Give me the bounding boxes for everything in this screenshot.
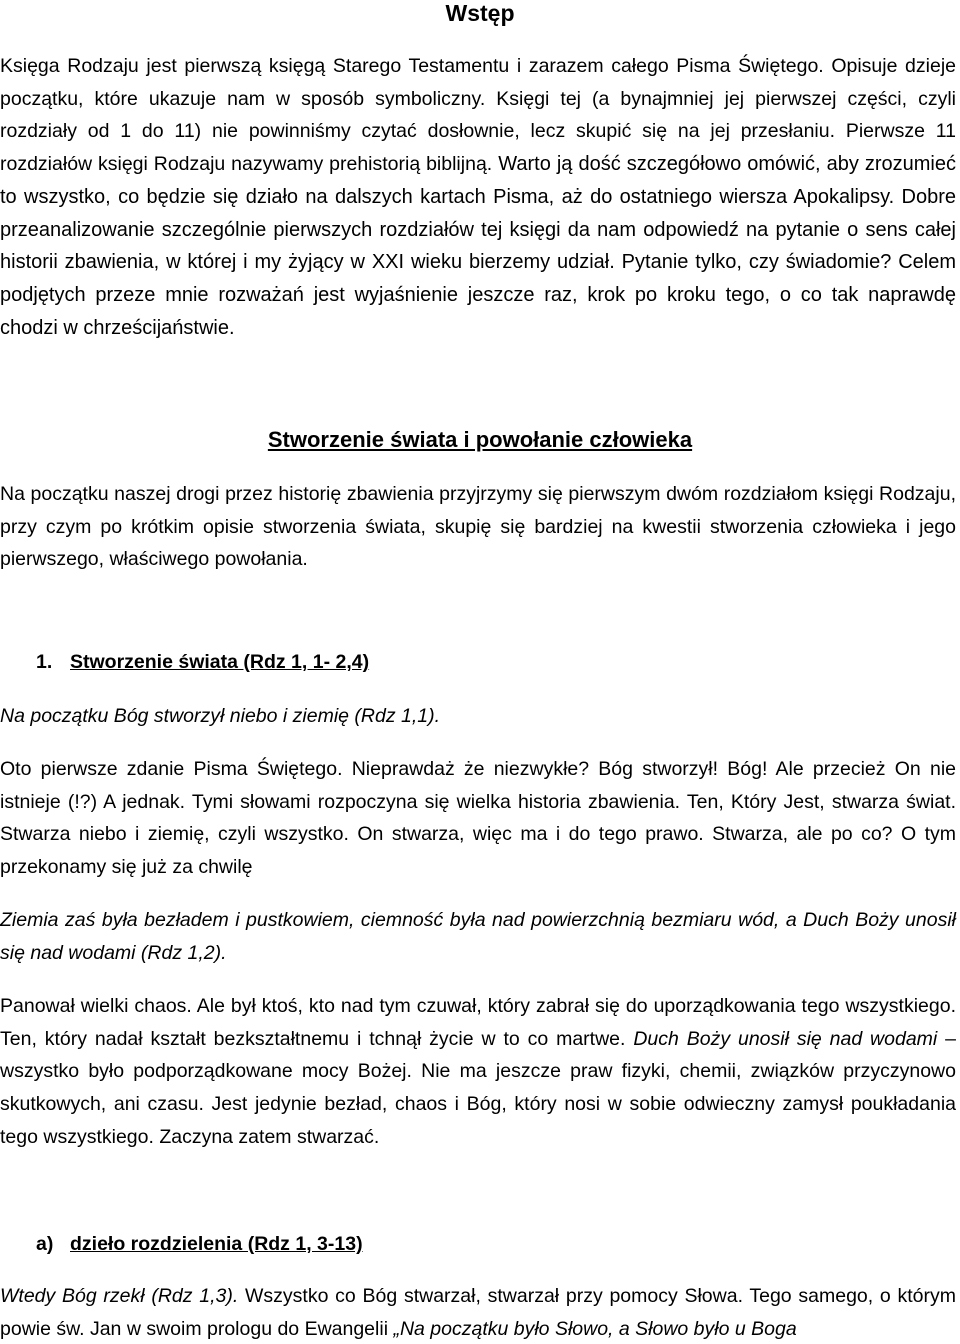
paragraph-stworzenie: Na początku naszej drogi przez historię zbawienia przyjrzymy się pierwszym dwóm rozdziałom księgi Rodzaju, przy czym po krótkim opisie stworzenia świata, skupię się bardziej na kwestii stworzenia człowieka i jego pierwszego, właściwego powołania. bbox=[0, 483, 956, 571]
quote-rdz-1-2: Ziemia zaś była bezładem i pustkowiem, ciemność była nad powierzchnią bezmiaru wód, a Duch Boży unosił się nad wodami (Rdz 1,2). bbox=[0, 909, 956, 964]
section-title: dzieło rozdzielenia (Rdz 1, 3-13) bbox=[70, 1233, 363, 1255]
intro-sentence-group-1: Księga Rodzaju jest pierwszą księgą Starego Testamentu i zarazem całego Pisma Świętego. Opisuje dzieje początku, które ukazuje nam w sposób symboliczny. Księgi tej (a bynajmniej jej pierwszej części, czyli rozdziały od 1 do 11) nie powinniśmy czytać dosłownie, lecz skupić się na jej przesłaniu. Pierwsze 11 rozdziałów księgi Rodzaju nazywamy prehistorią biblijną. bbox=[0, 55, 956, 176]
panowal-text-a: Panował wielki chaos. Ale był ktoś, kto nad tym czuwał, który zabrał się do uporządkowania tego wszystkiego. Ten, który nadał kształt bezkształtnemu i tchnął życie w to co martwe. bbox=[0, 995, 956, 1050]
section-number: 1. bbox=[36, 651, 53, 673]
section-heading-a bbox=[36, 1228, 363, 1261]
panowal-text-c: – wszystko było podporządkowane mocy Bożej. Nie ma jeszcze praw fizyki, chemii, związków przyczynowo skutkowych, ani czasu. Jest jedynie bezład, chaos i Bóg, który nosi w sobie odwieczny zamysł poukładania tego wszystkiego. Zaczyna zatem stwarzać. bbox=[0, 1027, 956, 1148]
paragraph-panowal bbox=[0, 990, 956, 1154]
wtedy-italic-quote: Wtedy Bóg rzekł (Rdz 1,3). bbox=[0, 1285, 239, 1307]
quote-rdz-1-1: Na początku Bóg stworzył niebo i ziemię (Rdz 1,1). bbox=[0, 705, 441, 727]
wtedy-italic-prologue: „Na początku było Słowo, a Słowo było u Boga bbox=[393, 1317, 797, 1340]
panowal-italic: Duch Boży unosił się nad wodami bbox=[633, 1027, 938, 1050]
section-letter: a) bbox=[36, 1233, 54, 1255]
section-heading-1 bbox=[36, 646, 369, 679]
intro-sentence-group-2: Warto ją dość szczegółowo omówić, aby zrozumieć to wszystko, co będzie się działo na dalszych kartach Pisma, aż do ostatniego wiersza Apokalipsy. Dobre przeanalizowanie szczególnie pierwszych rozdziałów tej księgi da nam odpowiedź na pytanie o sens całej historii zbawienia, w której i my żyjący w XXI wieku bierzemy udział. Pytanie tylko, czy świadomie? Celem podjętych przeze mnie rozważań jest wyjaśnienie jeszcze raz, krok po kroku tego, o co tak naprawdę chodzi w chrześcijaństwie. bbox=[0, 153, 957, 339]
paragraph-oto: Oto pierwsze zdanie Pisma Świętego. Nieprawdaż że niezwykłe? Bóg stworzył! Bóg! Ale przecież On nie istnieje (!?) A jednak. Tymi słowami rozpoczyna się wielka historia zbawienia. Ten, Który Jest, stwarza świat. Stwarza niebo i ziemię, czyli wszystko. On stwarza, więc ma i do tego prawo. Stwarza, ale po co? O tym przekonamy się już za chwilę bbox=[0, 758, 956, 879]
paragraph-wtedy bbox=[0, 1280, 956, 1344]
paragraph-wtedy-clip bbox=[0, 1280, 960, 1344]
wtedy-text: Wszystko co Bóg stwarzał, stwarzał przy pomocy Słowa. Tego samego, o którym powie św. Jan w swoim prologu do Ewangelii bbox=[0, 1285, 956, 1340]
heading-wstep: Wstęp bbox=[445, 0, 515, 26]
section-title: Stworzenie świata (Rdz 1, 1- 2,4) bbox=[70, 651, 370, 673]
heading-stworzenie-swiata: Stworzenie świata i powołanie człowieka bbox=[267, 427, 693, 452]
paragraph-intro bbox=[0, 50, 956, 344]
